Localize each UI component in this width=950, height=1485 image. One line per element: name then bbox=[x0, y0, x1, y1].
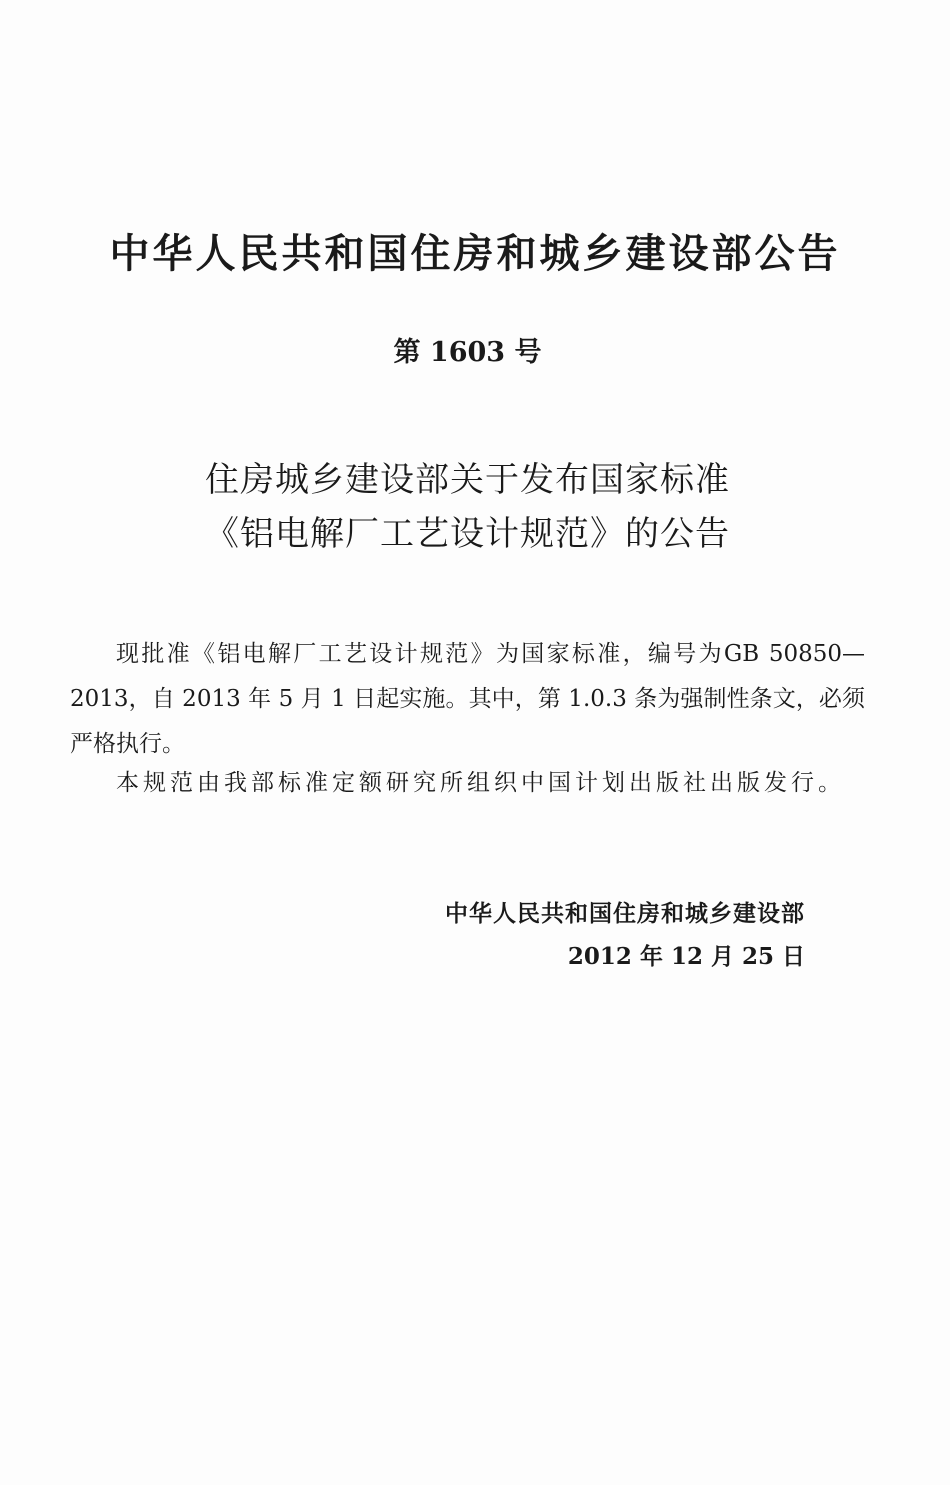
body-paragraph-publication: 本规范由我部标准定额研究所组织中国计划出版社出版发行。 bbox=[116, 770, 845, 796]
announcement-title: 中华人民共和国住房和城乡建设部公告 bbox=[109, 231, 841, 277]
issuer-signature: 中华人民共和国住房和城乡建设部 bbox=[445, 901, 805, 927]
body-paragraph-approval: 现批准《铝电解厂工艺设计规范》为国家标准，编号为GB 50850—2013，自 2013 年 5 月 1 日起实施。其中，第 1.0.3 条为强制性条文，必须严格执行。 bbox=[70, 641, 865, 757]
issue-date: 2012 年 12 月 25 日 bbox=[567, 943, 805, 970]
announcement-subtitle-line2: 《铝电解厂工艺设计规范》的公告 bbox=[205, 514, 730, 554]
announcement-number: 第 1603 号 bbox=[393, 337, 542, 368]
announcement-subtitle-line1: 住房城乡建设部关于发布国家标准 bbox=[205, 460, 730, 500]
